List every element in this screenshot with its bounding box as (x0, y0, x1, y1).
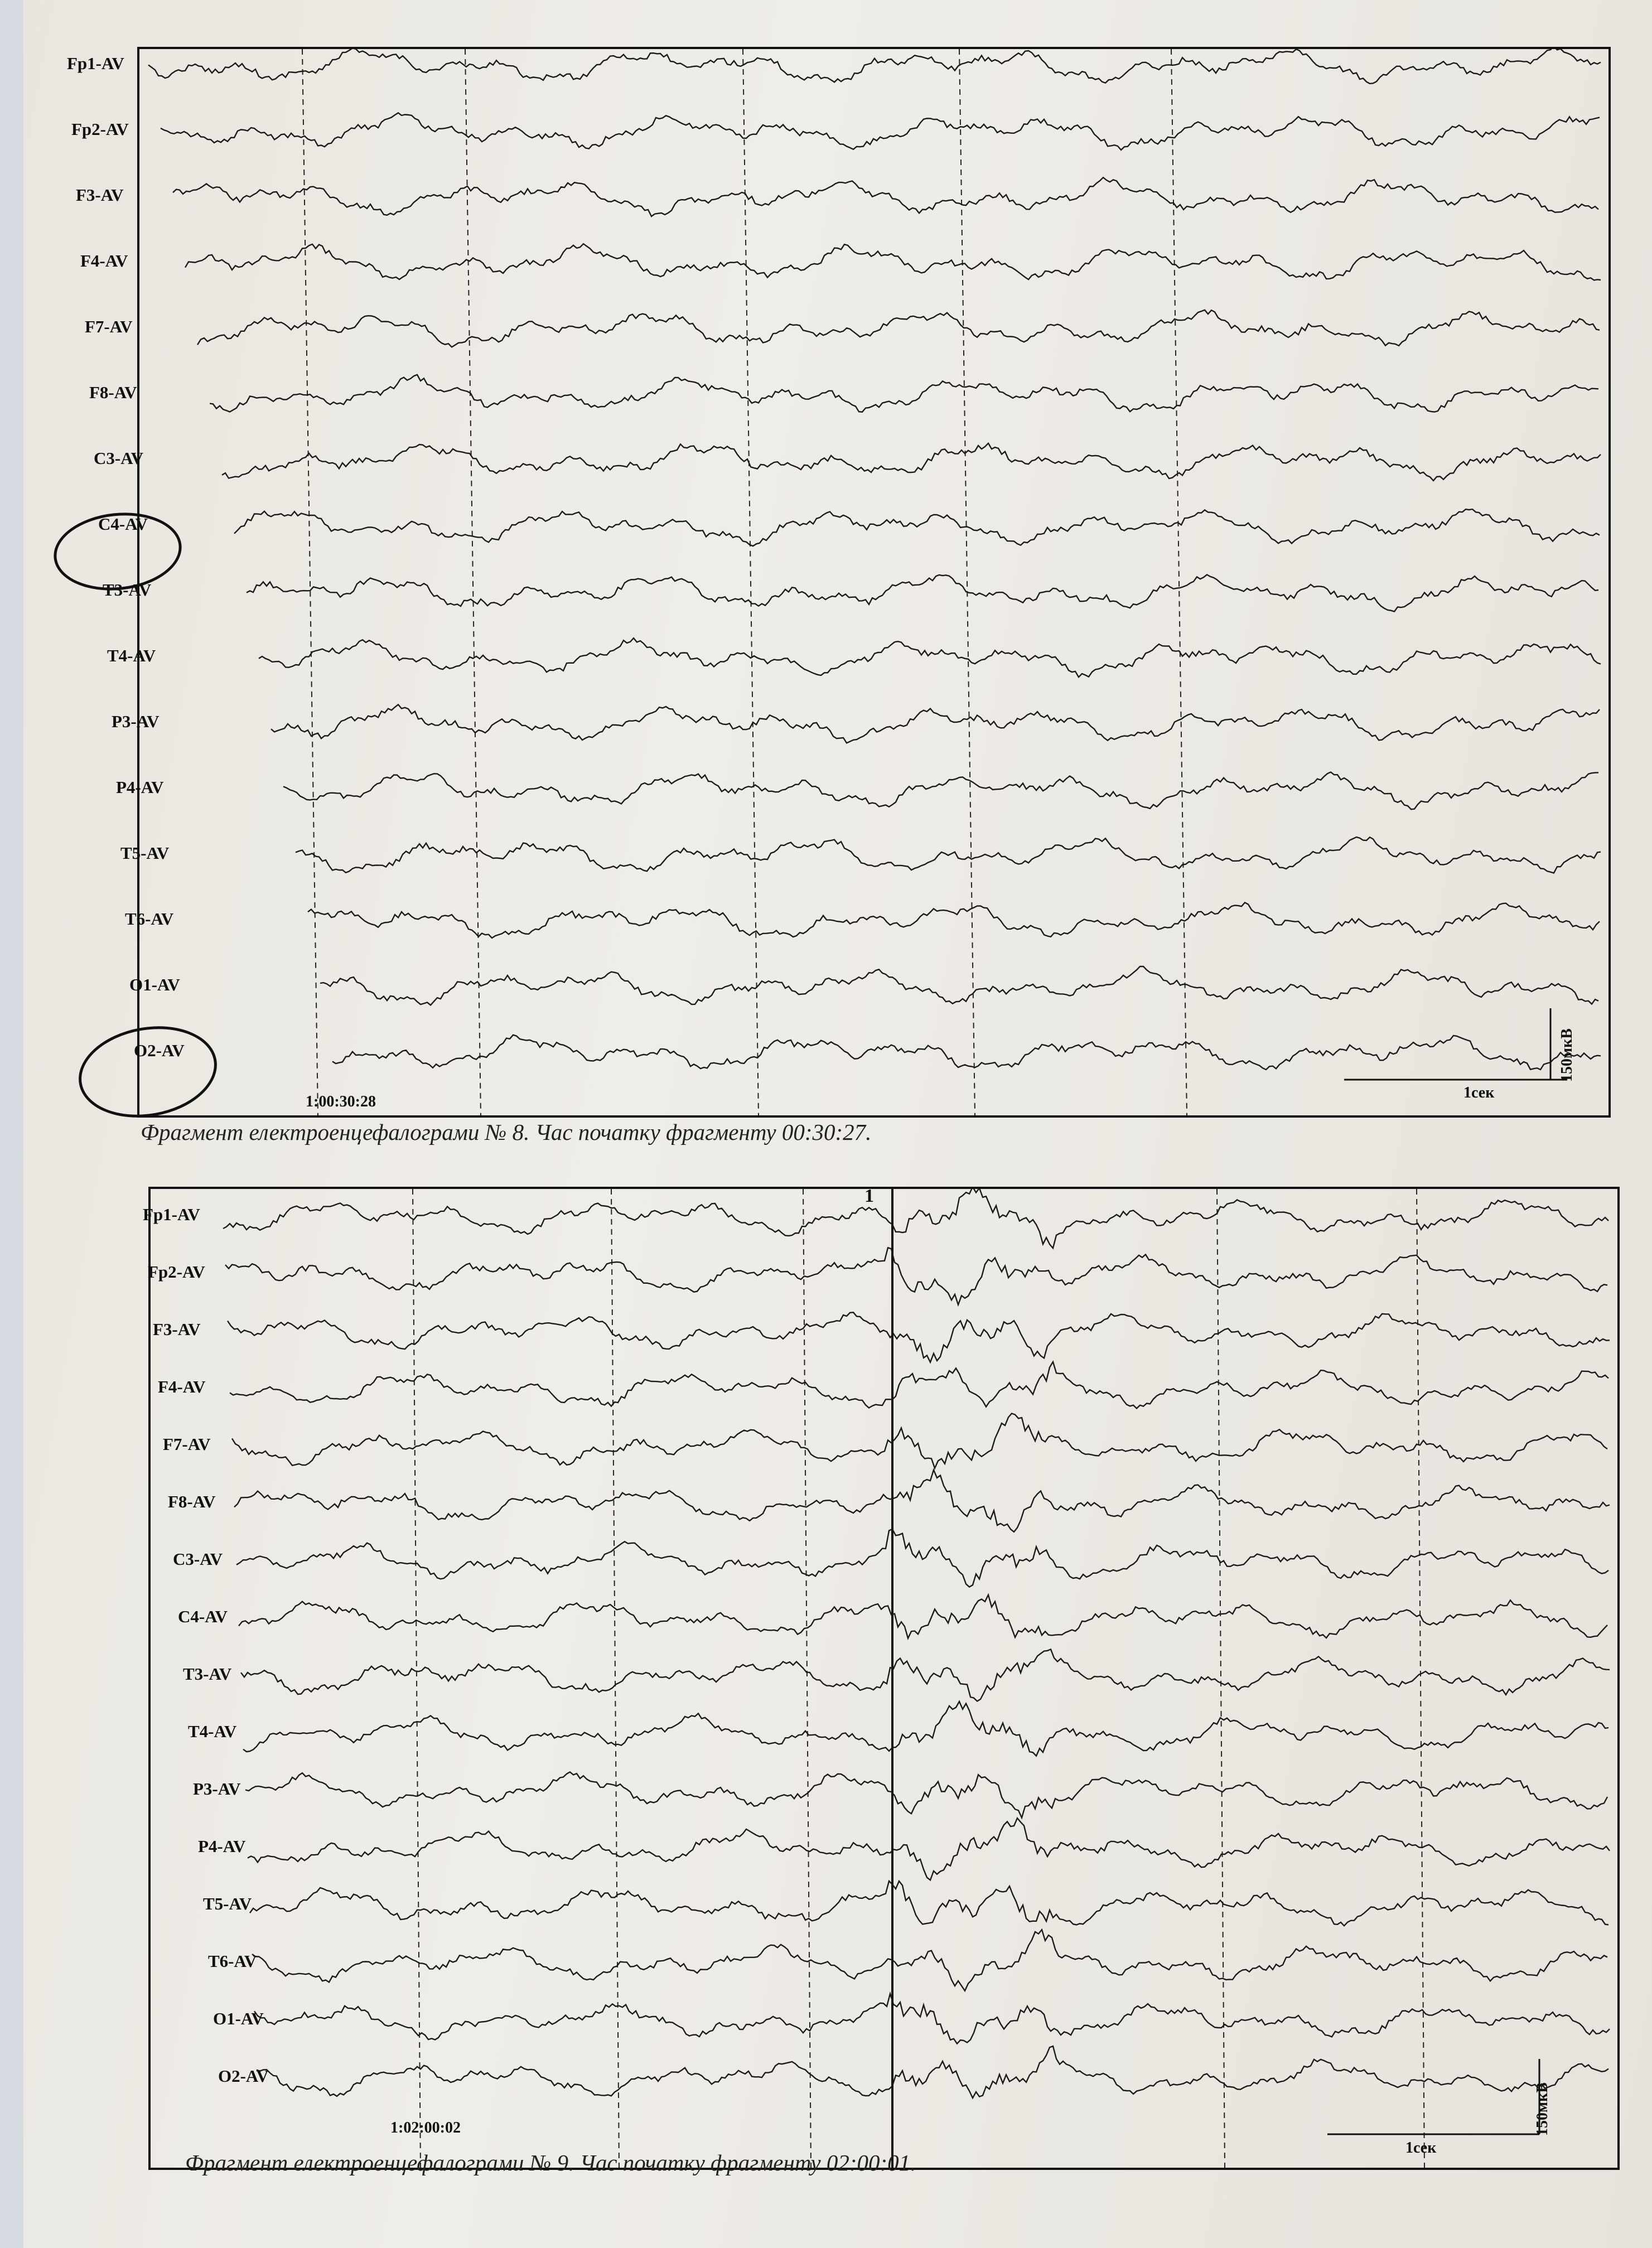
eeg-trace (252, 1930, 1607, 1991)
channel-label: F4-AV (158, 1377, 206, 1396)
fragment-9-caption: Фрагмент електроенцефалограми № 9. Час початку фрагменту 02:00:01. (185, 2150, 916, 2176)
fragment-9-time-scale: 1сек (1405, 2139, 1437, 2157)
channel-label: T3-AV (103, 580, 152, 600)
channel-label: P3-AV (193, 1779, 241, 1799)
channel-label: Fp2-AV (148, 1262, 205, 1282)
eeg-trace (254, 1994, 1610, 2044)
channel-label: Fp1-AV (143, 1205, 200, 1224)
channel-label: T5-AV (203, 1894, 252, 1913)
channel-label: T6-AV (125, 909, 174, 929)
fragment-8-timestamp: 1:00:30:28 (306, 1093, 376, 1110)
eeg-trace (248, 1818, 1610, 1880)
channel-label: P4-AV (198, 1836, 246, 1856)
eeg-trace (161, 113, 1600, 150)
channel-label: F3-AV (153, 1319, 201, 1339)
eeg-trace (247, 575, 1598, 612)
eeg-trace (296, 837, 1601, 873)
fragment-9-amplitude-scale: 150мкВ (1534, 2082, 1551, 2136)
eeg-trace (243, 1701, 1608, 1756)
second-divider-line (743, 49, 759, 1115)
second-divider-line (465, 49, 481, 1115)
channel-label: F8-AV (168, 1492, 216, 1511)
eeg-trace (283, 772, 1598, 810)
channel-label: C3-AV (94, 448, 143, 468)
eeg-trace (308, 902, 1600, 938)
eeg-trace (271, 704, 1600, 743)
second-divider-line (1217, 1189, 1225, 2168)
second-divider-line (1417, 1189, 1424, 2168)
eeg-trace (234, 509, 1600, 546)
channel-label: Fp2-AV (71, 119, 129, 139)
eeg-trace (225, 1248, 1607, 1304)
channel-label: P3-AV (112, 712, 160, 731)
channel-label: T4-AV (107, 646, 156, 665)
eeg-trace (148, 49, 1601, 84)
channel-label: Fp1-AV (67, 54, 124, 73)
eeg-trace (320, 966, 1598, 1005)
eeg-trace (210, 375, 1598, 412)
channel-label: C4-AV (98, 514, 148, 534)
eeg-trace (223, 1189, 1608, 1248)
second-divider-line (302, 49, 318, 1115)
eeg-trace (245, 1772, 1607, 1817)
fragment-8-caption: Фрагмент електроенцефалограми № 8. Час початку фрагменту 00:30:27. (141, 1119, 872, 1145)
channel-label: T4-AV (188, 1722, 237, 1741)
channel-label: F3-AV (76, 185, 124, 205)
fragment-9-timestamp: 1:02:00:02 (390, 2119, 461, 2136)
second-divider-line (959, 49, 975, 1115)
channel-label: T5-AV (120, 843, 170, 863)
fragment-8-amplitude-scale: 150мкВ (1558, 1028, 1576, 1082)
eeg-trace (259, 638, 1601, 677)
eeg-trace (250, 1881, 1608, 1926)
fragment-8-time-scale: 1сек (1463, 1084, 1495, 1101)
channel-label: F7-AV (163, 1434, 211, 1454)
second-divider-line (803, 1189, 811, 2168)
channel-label: O1-AV (129, 975, 180, 994)
eeg-trace (239, 1595, 1607, 1638)
channel-label: C3-AV (173, 1549, 223, 1569)
channel-label: F8-AV (89, 383, 137, 402)
channel-label: F7-AV (85, 317, 133, 336)
eeg-trace (197, 310, 1600, 347)
eeg-trace (232, 1414, 1607, 1468)
channel-label: C4-AV (178, 1607, 228, 1626)
eeg-trace (222, 443, 1601, 481)
eeg-trace (228, 1312, 1610, 1362)
channel-label: O2-AV (218, 2066, 269, 2086)
channel-label: P4-AV (116, 777, 164, 797)
channel-label: O2-AV (134, 1041, 185, 1060)
fragment-9-event-marker: 1 (864, 1186, 874, 1206)
channel-label: T3-AV (183, 1664, 232, 1684)
channel-label: O1-AV (213, 2009, 264, 2028)
eeg-trace (257, 2046, 1608, 2098)
eeg-fragment-8-traces (139, 49, 1608, 1115)
channel-label: T6-AV (208, 1951, 257, 1971)
eeg-trace (173, 177, 1598, 216)
eeg-trace (236, 1529, 1608, 1587)
eeg-fragment-9-traces (151, 1189, 1617, 2168)
eeg-trace (332, 1035, 1601, 1070)
eeg-fragment-8-panel (137, 47, 1611, 1118)
eeg-fragment-9-panel (148, 1187, 1620, 2170)
eeg-trace (241, 1649, 1610, 1701)
eeg-trace (234, 1470, 1610, 1532)
page-left-edge (0, 0, 23, 2248)
channel-label: F4-AV (80, 251, 128, 270)
eeg-trace (230, 1362, 1608, 1409)
eeg-trace (185, 244, 1601, 280)
second-divider-line (413, 1189, 421, 2168)
